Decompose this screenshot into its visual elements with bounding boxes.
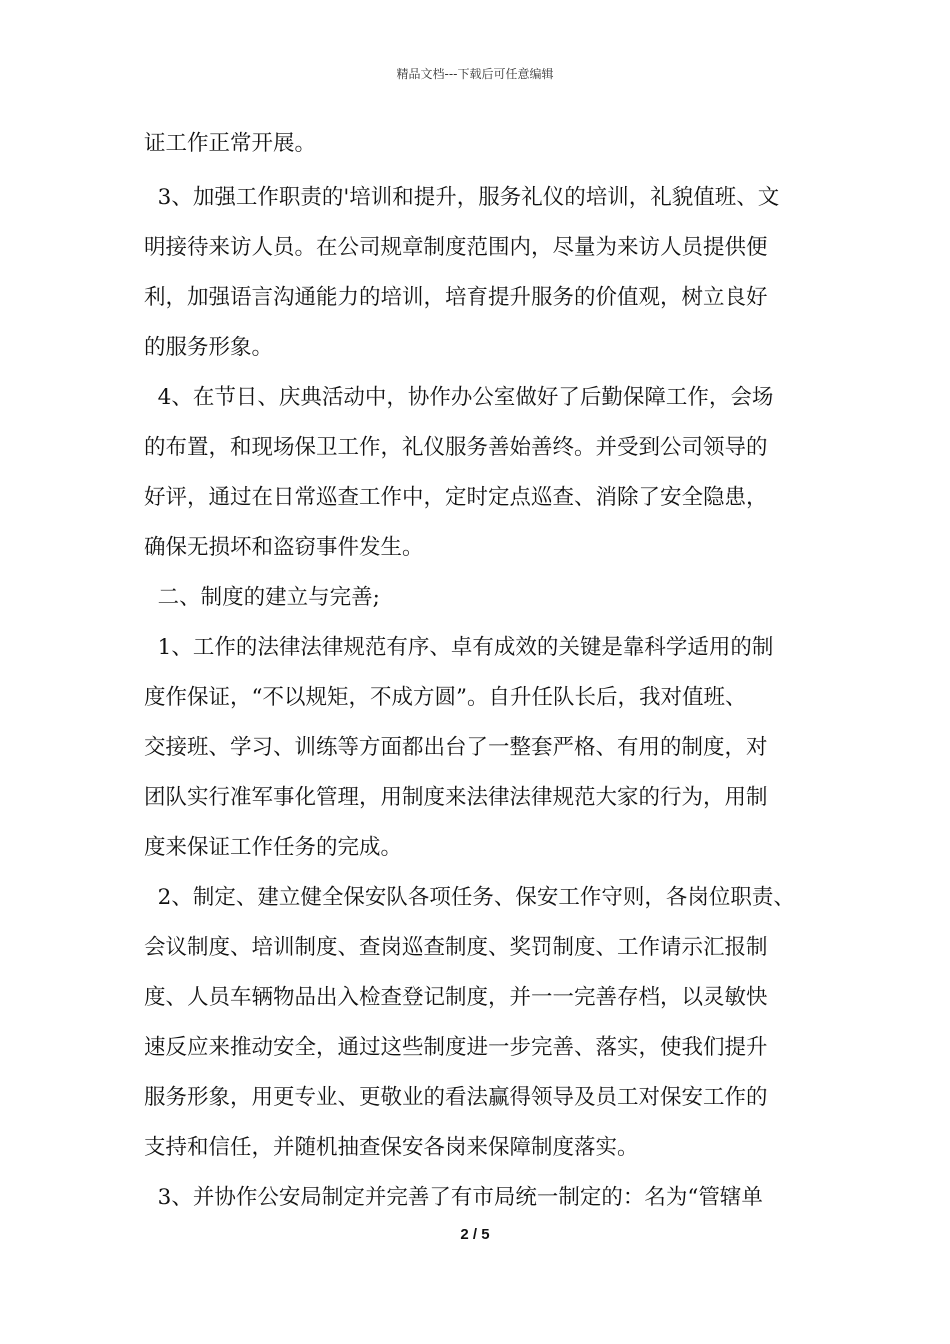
- text-line: 2、制定、建立健全保安队各项任务、保安工作守则，各岗位职责、: [144, 885, 795, 910]
- text-line: 确保无损坏和盗窃事件发生。: [144, 535, 424, 560]
- text-line: 证工作正常开展。: [144, 131, 317, 156]
- text-line: 3、加强工作职责的'培训和提升，服务礼仪的培训，礼貌值班、文: [144, 185, 780, 210]
- text-line: 速反应来推动安全，通过这些制度进一步完善、落实，使我们提升: [144, 1035, 768, 1060]
- text-line: 3、并协作公安局制定并完善了有市局统一制定的：名为“管辖单: [144, 1185, 763, 1210]
- text-line: 度、人员车辆物品出入检查登记制度，并一一完善存档，以灵敏快: [144, 985, 768, 1010]
- section-heading: 二、制度的建立与完善;: [144, 585, 380, 610]
- text-line: 好评，通过在日常巡查工作中，定时定点巡查、消除了安全隐患，: [144, 485, 768, 510]
- text-line: 4、在节日、庆典活动中，协作办公室做好了后勤保障工作，会场: [144, 385, 774, 410]
- page-number: 2 / 5: [460, 1226, 490, 1243]
- text-line: 利，加强语言沟通能力的培训，培育提升服务的价值观，树立良好: [144, 285, 768, 310]
- text-line: 团队实行准军事化管理，用制度来法律法律规范大家的行为，用制: [144, 785, 768, 810]
- text-line: 服务形象，用更专业、更敬业的看法赢得领导及员工对保安工作的: [144, 1085, 768, 1110]
- text-line: 的服务形象。: [144, 335, 274, 360]
- text-line: 明接待来访人员。在公司规章制度范围内，尽量为来访人员提供便: [144, 235, 768, 260]
- text-line: 会议制度、培训制度、查岗巡查制度、奖罚制度、工作请示汇报制: [144, 935, 768, 960]
- page-header: 精品文档---下载后可任意编辑: [396, 67, 554, 81]
- text-line: 的布置，和现场保卫工作，礼仪服务善始善终。并受到公司领导的: [144, 435, 768, 460]
- text-line: 度作保证，“不以规矩，不成方圆”。自升任队长后，我对值班、: [144, 685, 747, 710]
- text-line: 1、工作的法律法律规范有序、卓有成效的关键是靠科学适用的制: [144, 635, 774, 660]
- text-line: 交接班、学习、训练等方面都出台了一整套严格、有用的制度，对: [144, 735, 768, 760]
- text-line: 支持和信任，并随机抽查保安各岗来保障制度落实。: [144, 1135, 639, 1160]
- text-line: 度来保证工作任务的完成。: [144, 835, 403, 860]
